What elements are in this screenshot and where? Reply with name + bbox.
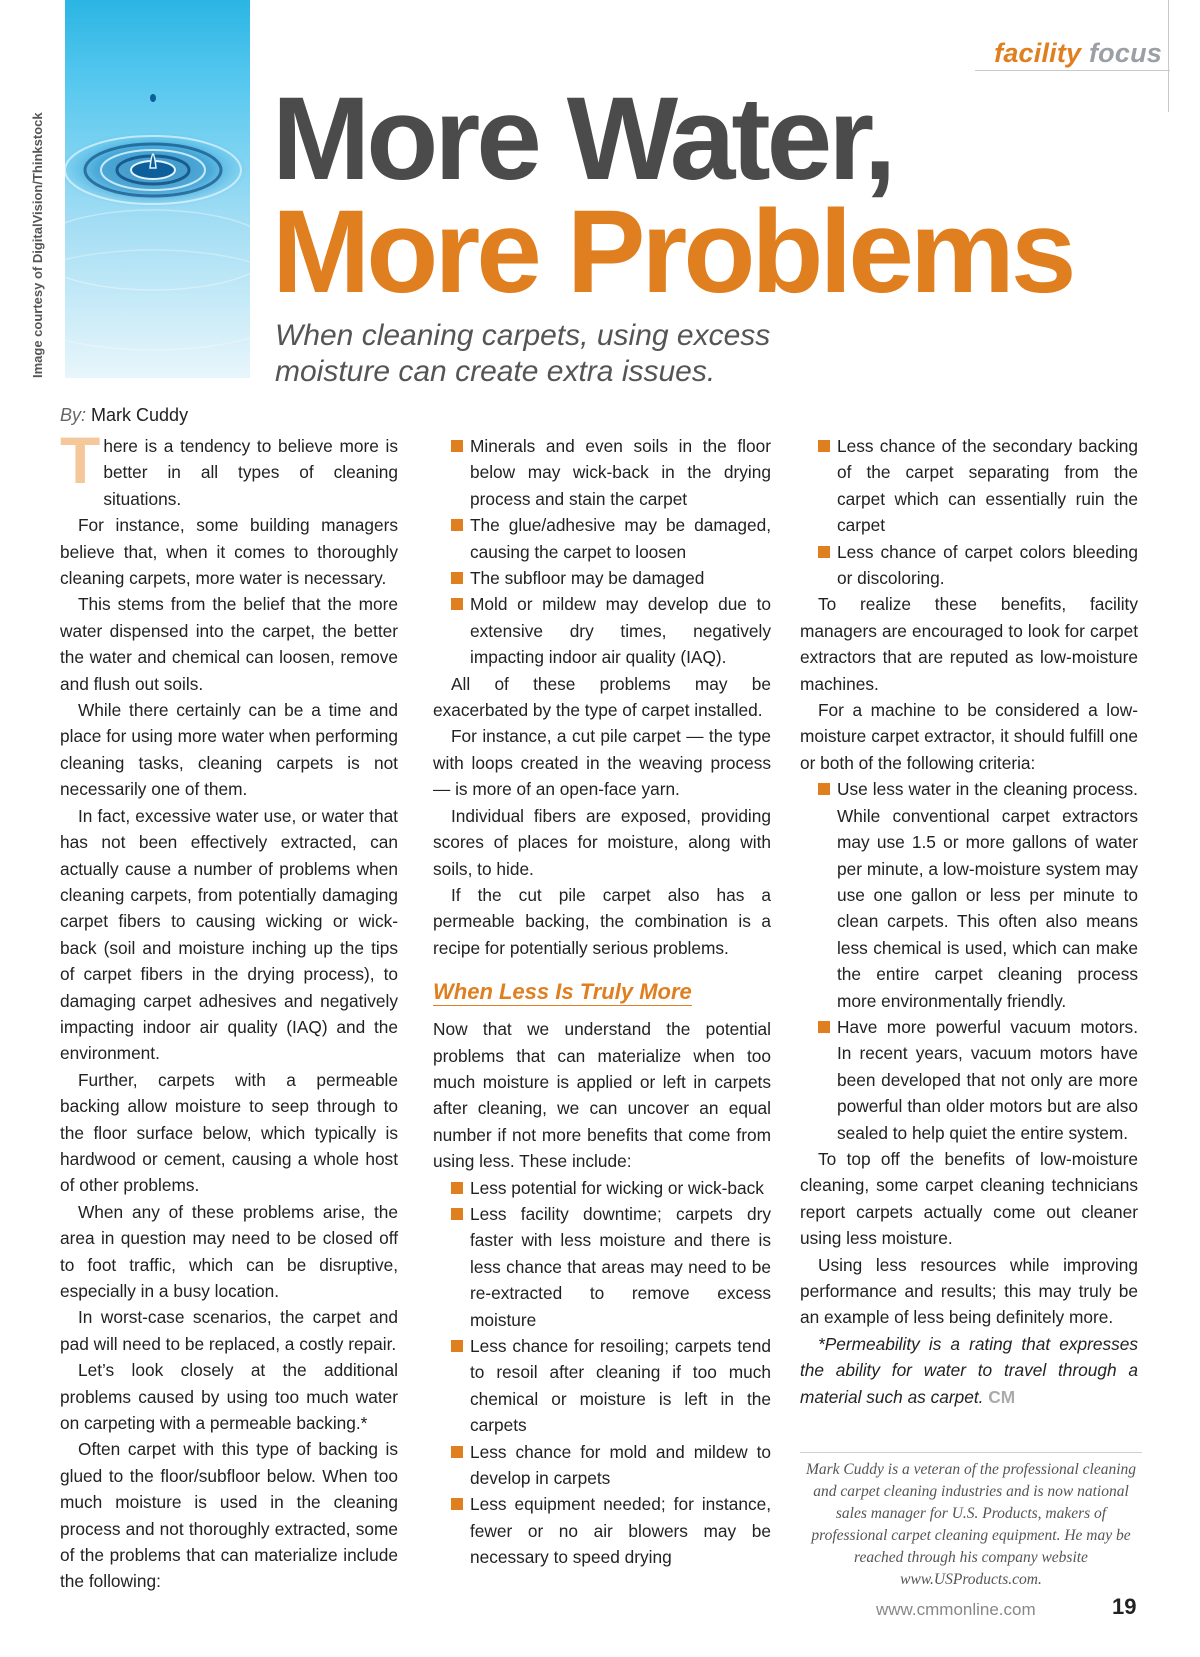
- byline-author: Mark Cuddy: [91, 405, 189, 425]
- problems-list: [433, 433, 771, 671]
- header-vertical-rule: [1168, 0, 1169, 112]
- drop-cap: T: [60, 423, 101, 497]
- page-number: 19: [1112, 1594, 1137, 1619]
- end-mark: CM: [988, 1386, 1016, 1407]
- list-item: Less equipment needed; for instance, fewer or no air blowers may be necessary to speed drying: [433, 1491, 771, 1570]
- list-item: Less chance of carpet colors bleeding or discoloring.: [800, 539, 1138, 592]
- list-item: Less potential for wicking or wick-back: [433, 1175, 771, 1201]
- benefits-list: [433, 1175, 771, 1571]
- paragraph: All of these problems may be exacerbated by the type of carpet installed.: [433, 673, 771, 721]
- headline-line1: More Water,: [272, 73, 893, 205]
- paragraph: For instance, some building managers believe that, when it comes to thoroughly cleaning carpets, more water is necessary.: [60, 515, 398, 589]
- list-item: Less chance for resoiling; carpets tend to resoil after cleaning if too much chemical or moisture is left in the carpets: [433, 1333, 771, 1439]
- photo-credit: Image courtesy of DigitalVision/Thinkstock: [30, 112, 45, 378]
- photo-credit-container: [30, 110, 48, 380]
- subtitle: When cleaning carpets, using excess moisture can create extra issues.: [275, 319, 771, 388]
- footer-url: www.cmmonline.com: [876, 1600, 1036, 1619]
- article-column-3: [800, 433, 1138, 1410]
- paragraph: Further, carpets with a permeable backing allow moisture to seep through to the floor surface below, which typically is hardwood or cement, causing a whole host of other problems.: [60, 1069, 398, 1196]
- list-item: Mold or mildew may develop due to extensive dry times, negatively impacting indoor air quality (IAQ).: [433, 591, 771, 670]
- water-ripple-illustration: [65, 0, 250, 378]
- paragraph: In worst-case scenarios, the carpet and pad will need to be replaced, a costly repair.: [60, 1307, 398, 1354]
- list-item: Less chance of the secondary backing of the carpet separating from the carpet which can essentially ruin the carpet: [800, 433, 1138, 539]
- article-column-2: [433, 433, 771, 1571]
- byline-label: By:: [60, 405, 87, 425]
- section-tag: [994, 38, 1162, 69]
- section-tag-word1: facility: [994, 38, 1082, 68]
- footnote: *Permeability is a rating that expresses the ability for water to travel through a material such as carpet. CM: [800, 1333, 1138, 1407]
- paragraph: Let’s look closely at the additional problems caused by using too much water on carpeting with a permeable backing.*: [60, 1360, 398, 1434]
- paragraph: There is a tendency to believe more is better in all types of cleaning situations.: [60, 423, 398, 509]
- paragraph: While there certainly can be a time and place for using more water when performing cleaning tasks, cleaning carpets is not necessarily one of them.: [60, 700, 398, 800]
- header-rule: [975, 70, 1170, 71]
- paragraph: Using less resources while improving performance and results; this may truly be an example of less being definitely more.: [800, 1254, 1138, 1328]
- list-item: Less chance for mold and mildew to develop in carpets: [433, 1439, 771, 1492]
- author-bio: Mark Cuddy is a veteran of the professional cleaning and carpet cleaning industries and is now national sales manager for U.S. Products, makers of professional carpet cleaning equipment. He may be reached through his company website www.USProducts.com.: [800, 1452, 1142, 1591]
- paragraph: This stems from the belief that the more water dispensed into the carpet, the better the water and chemical can loosen, remove and flush out soils.: [60, 594, 398, 694]
- list-item: Have more powerful vacuum motors. In recent years, vacuum motors have been developed that not only are more powerful than older motors but are also sealed to help quiet the entire system.: [800, 1014, 1138, 1146]
- paragraph: Often carpet with this type of backing is glued to the floor/subfloor below. When too much moisture is used in the cleaning process and not thoroughly extracted, some of the problems that can materialize include the following:: [60, 1439, 398, 1592]
- paragraph: For a machine to be considered a low-moisture carpet extractor, it should fulfill one or both of the following criteria:: [800, 700, 1138, 773]
- paragraph: To top off the benefits of low-moisture cleaning, some carpet cleaning technicians report carpets actually come out cleaner using less moisture.: [800, 1148, 1138, 1249]
- paragraph: Individual fibers are exposed, providing scores of places for moisture, along with soils, to hide.: [433, 805, 771, 879]
- list-item: Minerals and even soils in the floor below may wick-back in the drying process and stain the carpet: [433, 433, 771, 512]
- paragraph: When any of these problems arise, the area in question may need to be closed off to foot traffic, which can be disruptive, especially in a busy location.: [60, 1201, 398, 1301]
- paragraph: For instance, a cut pile carpet — the type with loops created in the weaving process — is more of an open-face yarn.: [433, 726, 771, 800]
- list-item: The subfloor may be damaged: [433, 565, 771, 591]
- water-drop-photo: [65, 0, 250, 378]
- section-tag-word2: focus: [1088, 38, 1162, 68]
- list-item: Use less water in the cleaning process. While conventional carpet extractors may use 1.5 or more gallons of water per minute, a low-moisture system may use one gallon or less per minute to clean carpets. This often also means less chemical is used, which can make the entire carpet cleaning process more environmentally friendly.: [800, 776, 1138, 1014]
- paragraph: To realize these benefits, facility managers are encouraged to look for carpet extractors that are reputed as low-moisture machines.: [800, 594, 1138, 694]
- paragraph: If the cut pile carpet also has a permeable backing, the combination is a recipe for potentially serious problems.: [433, 884, 771, 958]
- paragraph: Now that we understand the potential problems that can materialize when too much moisture is applied or left in carpets after cleaning, we can uncover an equal number if not more benefits that come from using less. These include:: [433, 1019, 771, 1172]
- list-item: The glue/adhesive may be damaged, causing the carpet to loosen: [433, 512, 771, 565]
- article-column-1: [60, 423, 398, 1595]
- criteria-list: [800, 776, 1138, 1146]
- section-subheading: When Less Is Truly More: [433, 979, 692, 1005]
- paragraph: In fact, excessive water use, or water that has not been effectively extracted, can actually cause a number of problems when cleaning carpets, from potentially damaging carpet fibers to causing wicking or wick-back (soil and moisture inching up the tips of carpet fibers in the drying process), to damaging carpet adhesives and negatively impacting indoor air quality (IAQ) and the environment.: [60, 805, 398, 1064]
- list-item: Less facility downtime; carpets dry faster with less moisture and there is less chance that areas may need to be re-extracted to remove excess moisture: [433, 1201, 771, 1333]
- headline-line2: More Problems: [272, 186, 1073, 318]
- benefits-list-continued: [800, 433, 1138, 591]
